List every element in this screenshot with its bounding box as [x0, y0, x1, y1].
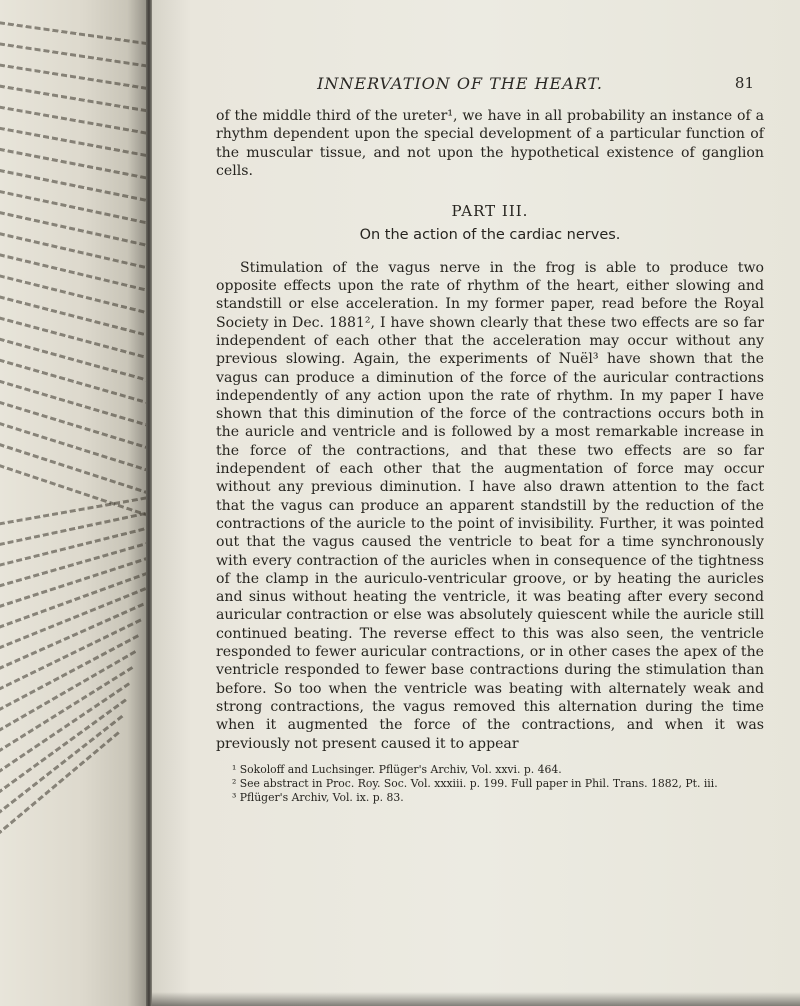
left-page-text-line [0, 377, 150, 428]
paragraph-vagus-stimulation: Stimulation of the vagus nerve in the frog is able to produce two opposite effects upon the rate of rhythm of the heart, either slowing and standstill or else acceleration. In my former paper, read before the Royal Society in Dec. 1881², I have shown clearly that these two effects are so far independent of each other that the acceleration may occur without any previous slowing. Again, the experiments of Nuël³ have shown that the vagus can produce a diminution of the force of the auricular contractions independently of any action upon the rate of rhythm. In my paper I have shown that this diminution of the force of the contractions occurs both in the auricle and ventricle and is followed by a most remarkable increase in the force of the contractions, and that these two effects are so far independent of each other that the augmentation of force may occur without any previous diminution. I have also drawn attention to the fact that the vagus can produce an apparent standstill by the reduction of the contractions of the auricle to the point of invisibility. Further, it was pointed out that the vagus caused the ventricle to beat for a time synchronously with every contraction of the auricles when in consequence of the tightness of the clamp in the auriculo-ventricular groove, or by heating the auricles and sinus without heating the ventricle, it was beating after every second auricular contraction or else was absolutely quiescent while the auricle still continued beating. The reverse effect to this was also seen, the ventricle responded to fewer auricular contractions, or in other cases the apex of the ventricle responded to fewer base contractions during the stimulation than before. So too when the ventricle was beating with alternately weak and strong contractions, the vagus removed this alternation during the time when it augmented the force of the contractions, and when it was previously not present caused it to appear [216, 259, 764, 752]
left-page-text-line [0, 335, 150, 383]
page-header [220, 74, 760, 96]
page-body [216, 107, 764, 805]
left-page-text-line [0, 62, 150, 92]
left-page-text-line [0, 356, 150, 406]
left-page-text-line [0, 20, 150, 47]
left-page-text-line [0, 251, 150, 294]
left-page-text-line [0, 41, 150, 69]
footnote-2: ² See abstract in Proc. Roy. Soc. Vol. xxxiii. p. 199. Full paper in Phil. Trans. 1882, Pt. iii. [232, 776, 718, 790]
left-page-text-line [0, 188, 150, 226]
left-page-text-line [0, 697, 128, 799]
part-heading: PART III. [451, 202, 529, 221]
left-page-text-line [0, 230, 150, 271]
footnote-1: ¹ Sokoloff and Luchsinger. Pflüger's Archiv, Vol. xxvi. p. 464. [232, 762, 562, 776]
left-page-text-line [0, 293, 150, 338]
section-heading: On the action of the cardiac nerves. [359, 227, 621, 244]
left-page-text-line [0, 314, 150, 361]
left-facing-page [0, 0, 150, 1006]
running-title: INNERVATION OF THE HEART. [317, 74, 603, 93]
paragraph-continuation: of the middle third of the ureter¹, we have in all probability an instance of a rhythm dependent upon the special development of a particular function of the muscular tissue, and not upon the hypothetical existence of ganglion cells. [216, 108, 764, 179]
left-page-text-line [0, 209, 150, 249]
left-page-text-line [0, 272, 150, 316]
left-page-text-line [0, 495, 150, 527]
page-number: 81 [734, 74, 754, 92]
footnote-3: ³ Pflüger's Archiv, Vol. ix. p. 83. [232, 790, 404, 804]
page-bottom-edge [152, 992, 800, 1006]
left-page-text-lines [0, 0, 150, 1006]
left-page-text-line [0, 398, 150, 451]
footnotes [216, 763, 764, 805]
